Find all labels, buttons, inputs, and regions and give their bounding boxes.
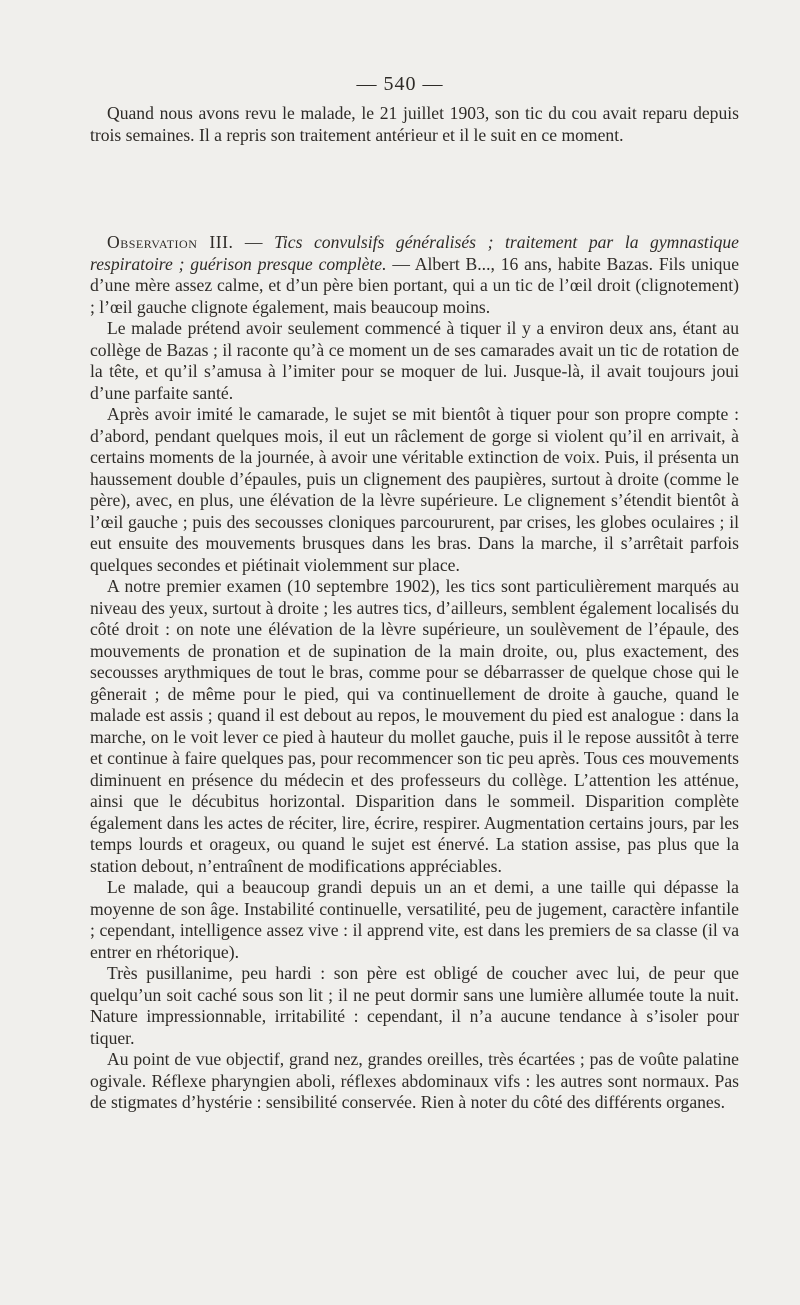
observation-paragraph: A notre premier examen (10 septembre 1902), les tics sont particulièrement marqués au niveau des yeux, surtout à droite ; les autres tics, d’ailleurs, semblent également localisés du côté droit : on note une élévation de la lèvre supérieure, un soulèvement de l’épaule, des mouvements de pronation et de supination de la main droite, ou, plus exactement, des secousses arythmiques de tout le bras, comme pour se débarrasser de quelque chose qui le gênerait ; de même pour le pied, qui va continuellement de droite à gauche, quand le malade est assis ; quand il est debout au repos, le mouvement du pied est analogue : dans la marche, on le voit lever ce pied à hauteur du mollet gauche, puis il le repose aussitôt à terre et continue à faire quelques pas, pour recommencer son tic peu après. Tous ces mouvements diminuent en présence du médecin et des professeurs du collège. L’attention les atténue, ainsi que le décubitus horizontal. Disparition dans le sommeil. Disparition complète également dans les actes de réciter, lire, écrire, respirer. Augmentation certains jours, par les temps lourds et orageux, ou quand le sujet est énervé. La station assise, pas plus que la station debout, n’entraînent de modifications appréciables. <box>90 576 739 876</box>
intro-paragraph: Quand nous avons revu le malade, le 21 juillet 1903, son tic du cou avait reparu depuis trois semaines. Il a repris son traitement antérieur et il le suit en ce moment. <box>90 103 739 145</box>
observation-label: Observation III. <box>107 232 234 252</box>
observation-paragraph: Très pusillanime, peu hardi : son père est obligé de coucher avec lui, de peur que quelqu’un soit caché sous son lit ; il ne peut dormir sans une lumière allumée toute la nuit. Nature impressionnable, irritabilité : cependant, il n’a aucune tendance à s’isoler pour tiquer. <box>90 963 739 1048</box>
intro-section <box>90 103 739 146</box>
observation-section <box>90 232 739 1114</box>
page-number: — 540 — <box>356 73 444 95</box>
observation-title: Tics convulsifs généralisés ; traitement par la gymnastique respiratoire ; guérison presque complète. <box>90 232 739 274</box>
observation-paragraph: Le malade prétend avoir seulement commencé à tiquer il y a environ deux ans, étant au collège de Bazas ; il raconte qu’à ce moment un de ses camarades avait un tic de rotation de la tête, et qu’il s’amusa à l’imiter pour se moquer de lui. Jusque-là, il avait toujours joui d’une parfaite santé. <box>90 318 739 403</box>
observation-paragraph: Après avoir imité le camarade, le sujet se mit bientôt à tiquer pour son propre compte : d’abord, pendant quelques mois, il eut un râclement de gorge si violent qu’il en arrivait, à certains moments de la journée, à avoir une véritable extinction de voix. Puis, il présenta un haussement double d’épaules, puis un clignement des paupières, surtout à droite (comme le père), avec, en plus, une élévation de la lèvre supérieure. Le clignement s’étendit bientôt à l’œil gauche ; puis des secousses cloniques parcoururent, par crises, les globes oculaires ; il eut ensuite des mouvements brusques dans les bras. Dans la marche, il s’arrêtait parfois quelques secondes et piétinait violemment sur place. <box>90 404 739 575</box>
observation-paragraph: Le malade, qui a beaucoup grandi depuis un an et demi, a une taille qui dépasse la moyenne de son âge. Instabilité continuelle, versatilité, peu de jugement, caractère infantile ; cependant, intelligence assez vive : il apprend vite, est dans les premiers de sa classe (il va entrer en rhétorique). <box>90 877 739 962</box>
observation-dash: — <box>233 232 275 252</box>
observation-paragraph: Au point de vue objectif, grand nez, grandes oreilles, très écartées ; pas de voûte palatine ogivale. Réflexe pharyngien aboli, réflexes abdominaux vifs : les autres sont normaux. Pas de stigmates d’hystérie : sensibilité conservée. Rien à noter du côté des différents organes. <box>90 1049 739 1112</box>
observation-heading-paragraph <box>90 232 739 318</box>
observation-first-text: — Albert B..., 16 ans, habite Bazas. Fils unique d’une mère assez calme, et d’un père bien portant, qui a un tic de l’œil droit (clignotement) ; l’œil gauche clignote également, mais beaucoup moins. <box>90 253 740 317</box>
